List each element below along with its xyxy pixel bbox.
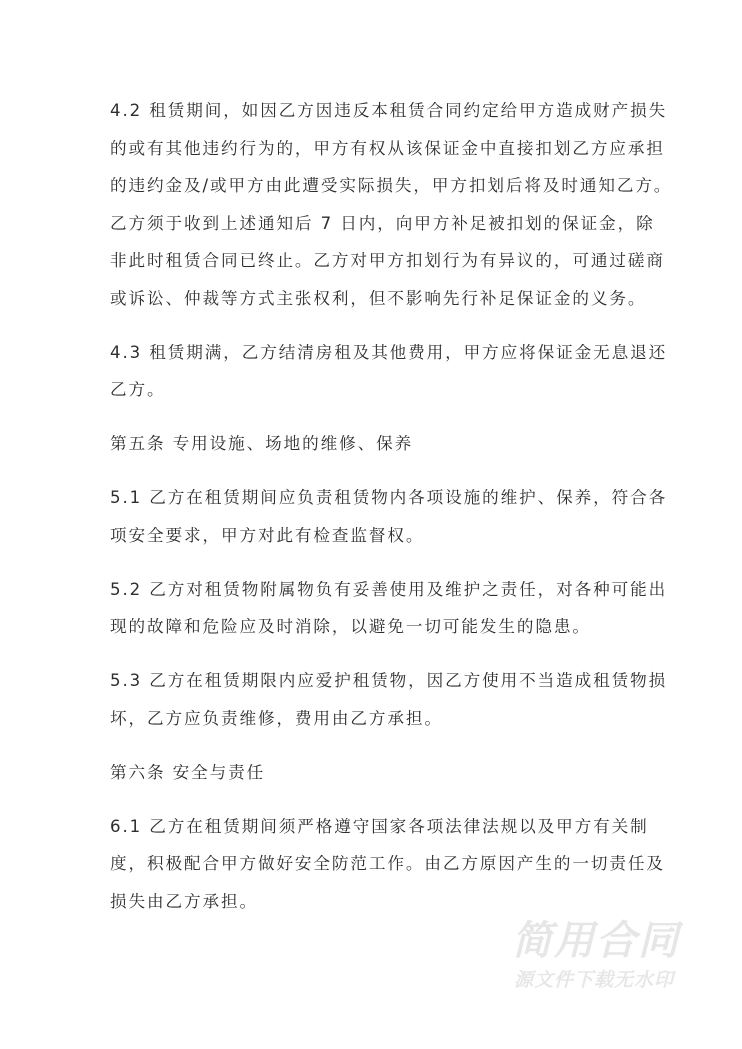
watermark-title: 简用合同 [512, 918, 680, 964]
article-6-heading [110, 754, 632, 792]
text-line: 坏，乙方应负责维修，费用由乙方承担。 [110, 708, 443, 728]
clause-5-3 [110, 662, 668, 737]
text-line: 5.1 乙方在租赁期间应负责租赁物内各项设施的维护、保养，符合各 [110, 488, 668, 507]
text-line: 非此时租赁合同已终止。乙方对甲方扣划行为有异议的，可通过磋商 [110, 251, 665, 270]
text-line: 度，积极配合甲方做好安全防范工作。由乙方原因产生的一切责任及 [110, 854, 665, 873]
text-line: 现的故障和危险应及时消除，以避免一切可能发生的隐患。 [110, 617, 591, 636]
document-body [110, 92, 673, 937]
text-line: 5.2 乙方对租赁物附属物负有妥善使用及维护之责任，对各种可能出 [110, 579, 668, 599]
text-line: 5.3 乙方在租赁期限内应爱护租赁物，因乙方使用不当造成租赁物损 [110, 671, 668, 690]
clause-5-2 [110, 571, 668, 646]
clause-4-3 [110, 334, 668, 409]
heading-text: 第六条 安全与责任 [110, 762, 266, 782]
article-5-heading [110, 425, 632, 463]
text-line: 乙方须于收到上述通知后 7 日内，向甲方补足被扣划的保证金，除 [110, 213, 655, 233]
watermark-subtitle: 源文件下载无水印 [514, 969, 675, 991]
text-line: 乙方。 [110, 380, 166, 399]
text-line: 4.3 租赁期满，乙方结清房租及其他费用，甲方应将保证金无息退还 [110, 342, 668, 362]
heading-text: 第五条 专用设施、场地的维修、保养 [110, 434, 414, 453]
clause-6-1 [110, 808, 665, 921]
clause-5-1 [110, 479, 668, 554]
text-line: 损失由乙方承担。 [110, 891, 258, 911]
text-line: 的违约金及/或甲方由此遭受实际损失，甲方扣划后将及时通知乙方。 [110, 176, 673, 195]
text-line: 或诉讼、仲裁等方式主张权利，但不影响先行补足保证金的义务。 [110, 288, 647, 308]
clause-4-2 [110, 92, 673, 317]
text-line: 的或有其他违约行为的，甲方有权从该保证金中直接扣划乙方应承担 [110, 138, 665, 158]
text-line: 6.1 乙方在租赁期间须严格遵守国家各项法律法规以及甲方有关制 [110, 816, 649, 836]
text-line: 4.2 租赁期间，如因乙方因违反本租赁合同约定给甲方造成财产损失 [110, 101, 668, 120]
text-line: 项安全要求，甲方对此有检查监督权。 [110, 525, 425, 545]
watermark [512, 918, 702, 992]
